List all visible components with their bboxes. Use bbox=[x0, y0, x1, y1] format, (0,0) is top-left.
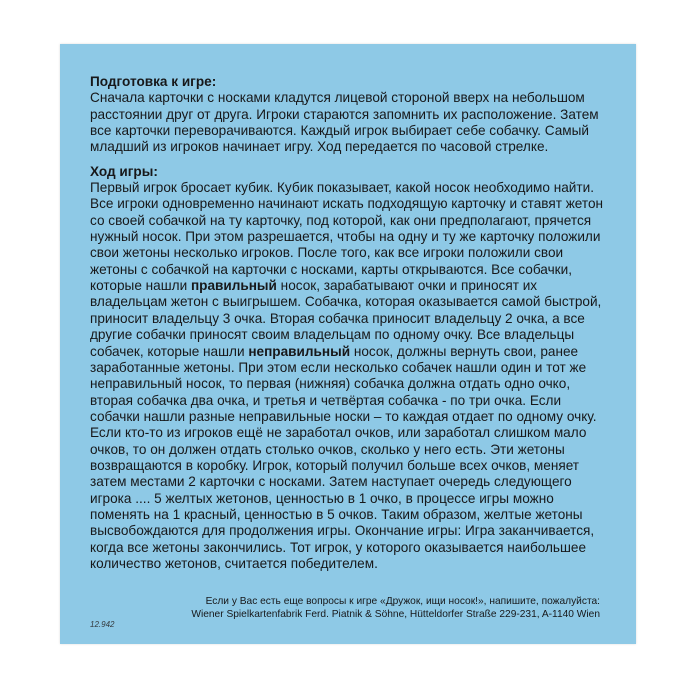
gameplay-bold-correct: правильный bbox=[190, 278, 277, 294]
gameplay-text-part-a: Первый игрок бросает кубик. Кубик показывает, какой носок необходимо найти. Все игроки одновременно начинают искать подходящую карточку и ставят жетон со своей собачкой на ту карточку, под которой, как они предполагают, прячется нужный носок. При этом разрешается, чтобы на одну и ту же карточку положили свои жетоны несколько игроков. После того, как все игроки положили свои жетоны с собачкой на карточки с носками, карты открываются. Все собачки, которые нашли bbox=[90, 180, 604, 294]
section-text-preparation: Сначала карточки с носками кладутся лицевой стороной вверх на небольшом расстоянии друг от друга. Игроки стараются запомнить их расположение. Затем все карточки переворачиваются. Каждый игрок выбирает себе собачку. Самый младший из игроков начинает игру. Ход передается по часовой стрелке. bbox=[90, 90, 599, 155]
gameplay-bold-wrong: неправильный bbox=[248, 343, 351, 359]
product-code: 12.942 bbox=[90, 620, 115, 629]
section-text-gameplay bbox=[90, 180, 610, 572]
gameplay-text-part-c: носок, должны вернуть свои, ранее заработанные жетоны. При этом если несколько собачек нашли один и тот же неправильный носок, то первая (нижняя) собачка должна отдать одно очко, вторая собачка два очка, и третья и четвёртая собачка - по три очка. Если собачки нашли разные неправильные носки – то каждая отдает по одному очку. Если кто-то из игроков ещё не заработал очков, или заработал слишком мало очков, то он должен отдать столько очков, сколько у него есть. Эти жетоны возвращаются в коробку. Игрок, который получил больше всех очков, меняет затем местами 2 карточки с носками. Затем наступает очередь следующего игрока .... 5 желтых жетонов, ценностью в 1 очко, в процессе игры можно поменять на 1 красный, ценностью в 5 очков. Таким образом, желтые жетоны высвобождаются для продолжения игры. Окончание игры: Игра заканчивается, когда все жетоны закончились. Тот игрок, у которого оказывается наибольшее количество жетонов, считается победителем. bbox=[90, 343, 597, 571]
footer-questions-line: Если у Вас есть еще вопросы к игре «Дружок, ищи носок!», напишите, пожалуйста: bbox=[205, 596, 600, 607]
section-heading-gameplay: Ход игры: bbox=[90, 163, 158, 179]
contact-footer bbox=[92, 596, 600, 621]
instruction-sheet bbox=[60, 44, 636, 644]
section-heading-preparation: Подготовка к игре: bbox=[90, 74, 217, 89]
footer-address-line: Wiener Spielkartenfabrik Ferd. Piatnik & Söhne, Hütteldorfer Straße 229-231, A-1140 Wien bbox=[191, 608, 600, 620]
section-spacer bbox=[90, 156, 610, 164]
instructions-body bbox=[90, 74, 610, 572]
gameplay-text-part-b: носок, зарабатывают очки и приносят их владельцам жетон с выигрышем. Собачка, которая оказывается самой быстрой, приносит владельцу 3 очка. Вторая собачка приносит владельцу 2 очка, а все другие собачки приносят своим владельцам по одному очку. Все владельцы собачек, которые нашли bbox=[90, 278, 602, 359]
